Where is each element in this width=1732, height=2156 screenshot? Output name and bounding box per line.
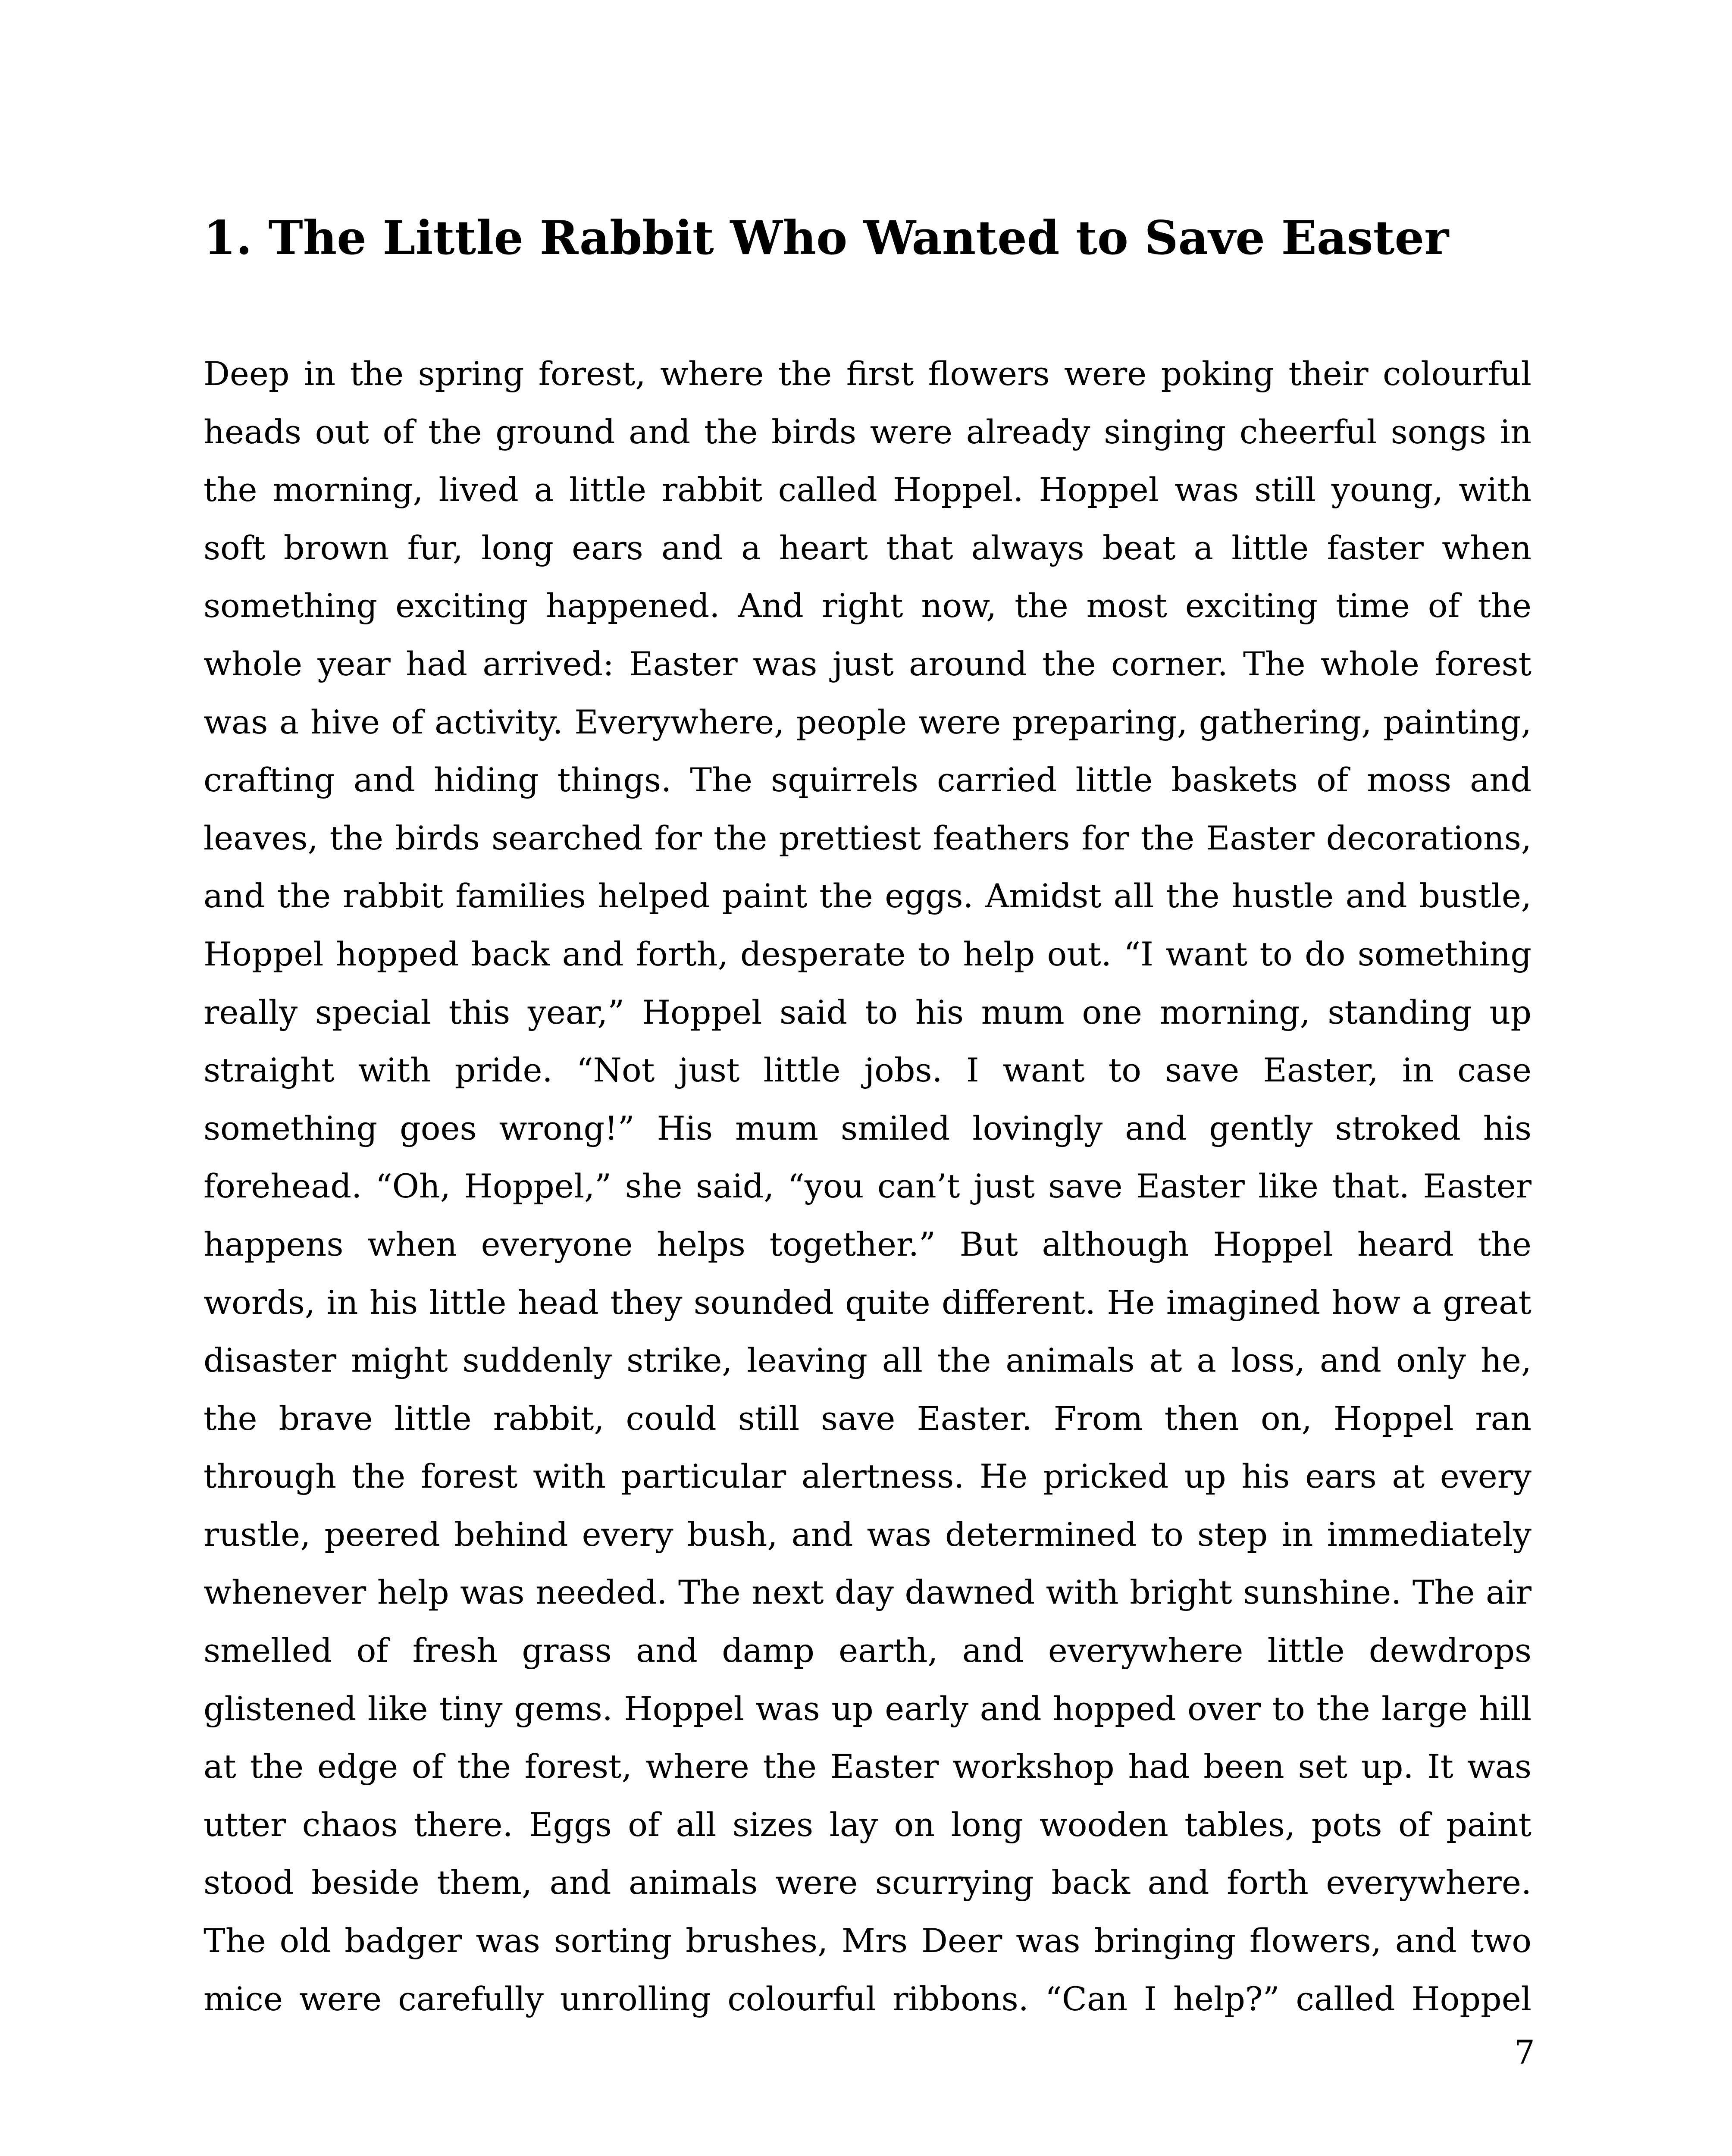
- chapter-title: 1. The Little Rabbit Who Wanted to Save Easter: [204, 211, 1449, 265]
- page-number: 7: [1514, 2033, 1535, 2071]
- chapter-body-text: Deep in the spring forest, where the first flowers were poking their colourful heads out of the ground and the birds were already singing cheerful songs in the morning, lived a little rabbit called Hoppel. Hoppel was still young, with soft brown fur, long ears and a heart that always beat a little faster when something exciting happened. And right now, the most exciting time of the whole year had arrived: Easter was just around the corner. The whole forest was a hive of activity. Everywhere, people were preparing, gathering, painting, crafting and hiding things. The squirrels carried little baskets of moss and leaves, the birds searched for the prettiest feathers for the Easter decorations, and the rabbit families helped paint the eggs. Amidst all the hustle and bustle, Hoppel hopped back and forth, desperate to help out. “I want to do something really special this year,” Hoppel said to his mum one morning, standing up straight with pride. “Not just little jobs. I want to save Easter, in case something goes wrong!” His mum smiled lovingly and gently stroked his forehead. “Oh, Hoppel,” she said, “you can’t just save Easter like that. Easter happens when everyone helps together.” But although Hoppel heard the words, in his little head they sounded quite different. He imagined how a great disaster might suddenly strike, leaving all the animals at a loss, and only he, the brave little rabbit, could still save Easter. From then on, Hoppel ran through the forest with particular alertness. He pricked up his ears at every rustle, peered behind every bush, and was determined to step in immediately whenever help was needed. The next day dawned with bright sunshine. The air smelled of fresh grass and damp earth, and everywhere little dewdrops glistened like tiny gems. Hoppel was up early and hopped over to the large hill at the edge of the forest, where the Easter workshop had been set up. It was utter chaos there. Eggs of all sizes lay on long wooden tables, pots of paint stood beside them, and animals were scurrying back and forth everywhere. The old badger was sorting brushes, Mrs Deer was bringing flowers, and two mice were carefully unrolling colourful ribbons. “Can I help?” called Hoppel: [204, 354, 1532, 2018]
